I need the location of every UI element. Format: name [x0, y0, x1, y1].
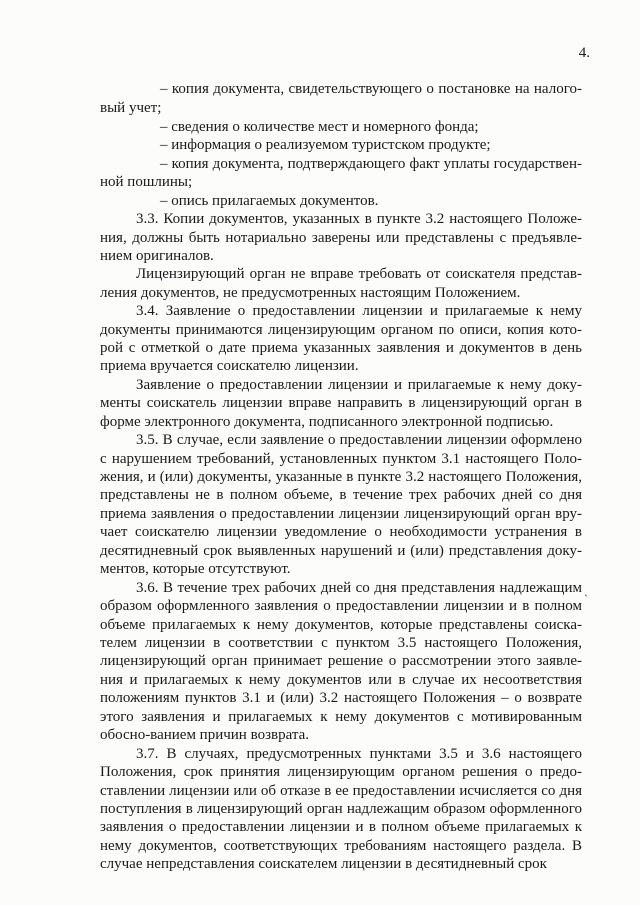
text-line-l39: ставлении лицензии или об отказе в ее предоставлении исчисляется со дня: [100, 783, 582, 799]
text-line-l23: представлены не в полном объеме, в течение трех рабочих дней со дня: [100, 487, 582, 503]
text-line-l37: 3.7. В случаях, предусмотренных пунктами 3.5 и 3.6 настоящего: [136, 746, 582, 762]
text-line-l02: вый учет;: [100, 100, 162, 116]
text-line-l40: поступления в лицензирующий орган надлежащим образом оформленного: [100, 801, 582, 817]
text-line-l32: лицензирующий орган принимает решение о рассмотрении этого заявле-: [100, 653, 582, 669]
text-line-l29: образом оформленного заявления о предоставлении лицензии и в полном: [100, 598, 582, 614]
text-line-l43: случае непредставления соискателем лицензии в десятидневный срок: [100, 856, 547, 872]
text-line-l16: приема вручается соискателю лицензии.: [100, 358, 359, 374]
text-line-l42: нему документов, соответствующих требованиям настоящего раздела. В: [100, 838, 582, 854]
text-line-l36: обосно-ванием причин возврата.: [100, 727, 309, 743]
text-line-l19: форме электронного документа, подписанного электронной подписью.: [100, 414, 554, 430]
text-line-l09: ния, должны быть нотариально заверены или представлены с предъявле-: [100, 230, 582, 246]
text-line-l03: – сведения о количестве мест и номерного фонда;: [160, 119, 479, 135]
text-line-l18: менты соискатель лицензии вправе направить в лицензирующий орган в: [100, 395, 582, 411]
text-line-l08: 3.3. Копии документов, указанных в пункте 3.2 настоящего Положе-: [136, 211, 582, 227]
text-line-l31: телем лицензии в соответствии с пунктом 3.5 настоящего Положения,: [100, 635, 582, 651]
text-line-l07: – опись прилагаемых документов.: [160, 193, 379, 209]
text-line-l33: ния и прилагаемых к нему документов или в случае их несоответствия: [100, 672, 582, 688]
text-line-l17: Заявление о предоставлении лицензии и прилагаемые к нему доку-: [136, 377, 582, 393]
text-line-l24: приема заявления о предоставлении лицензии лицензирующий орган вру-: [100, 506, 582, 522]
text-line-l11: Лицензирующий орган не вправе требовать от соискателя предстaв-: [136, 266, 582, 282]
text-line-l01: – копия документа, свидетельствующего о постановке на налого-: [160, 81, 582, 97]
text-line-l30: объеме прилагаемых к нему документов, которые представлены соиска-: [100, 617, 582, 633]
text-line-l25: чает соискателю лицензии уведомление о необходимости устранения в: [100, 524, 582, 540]
text-line-l28: 3.6. В течение трех рабочих дней со дня представления надлежащим: [136, 580, 582, 596]
text-line-l21: с нарушением требований, установленных пунктом 3.1 настоящего Поло-: [100, 451, 582, 467]
text-line-l05: – копия документа, подтверждающего факт уплаты государствен-: [160, 156, 582, 172]
text-line-l20: 3.5. В случае, если заявление о предоставлении лицензии оформлено: [136, 432, 582, 448]
text-line-l22: жения, и (или) документы, указанные в пункте 3.2 настоящего Положения,: [100, 469, 582, 485]
text-line-l34: положениям пунктов 3.1 и (или) 3.2 настоящего Положения – о возврате: [100, 690, 582, 706]
scan-mark: `: [584, 592, 588, 606]
text-line-l12: ления документов, не предусмотренных настоящим Положением.: [100, 285, 521, 301]
text-line-l14: документы принимаются лицензирующим органом по описи, копия кото-: [100, 322, 582, 338]
text-line-l13: 3.4. Заявление о предоставлении лицензии и прилагаемые к нему: [136, 303, 582, 319]
text-line-l06: ной пошлины;: [100, 174, 193, 190]
text-line-l35: этого заявления и прилагаемых к нему документов с мотивированным: [100, 709, 582, 725]
text-line-l41: заявления о предоставлении лицензии и в полном объеме прилагаемых к: [100, 819, 582, 835]
text-line-l26: десятидневный срок выявленных нарушений и (или) представления доку-: [100, 543, 582, 559]
page-number: 4.: [578, 45, 590, 61]
text-line-l04: – информация о реализуемом туристском продукте;: [160, 137, 491, 153]
text-line-l10: нием оригиналов.: [100, 248, 214, 264]
text-line-l27: ментов, которые отсутствуют.: [100, 561, 291, 577]
text-line-l38: Положения, срок принятия лицензирующим органом решения о предо-: [100, 764, 582, 780]
text-line-l15: рой с отметкой о дате приема указанных заявления и документов в день: [100, 340, 582, 356]
